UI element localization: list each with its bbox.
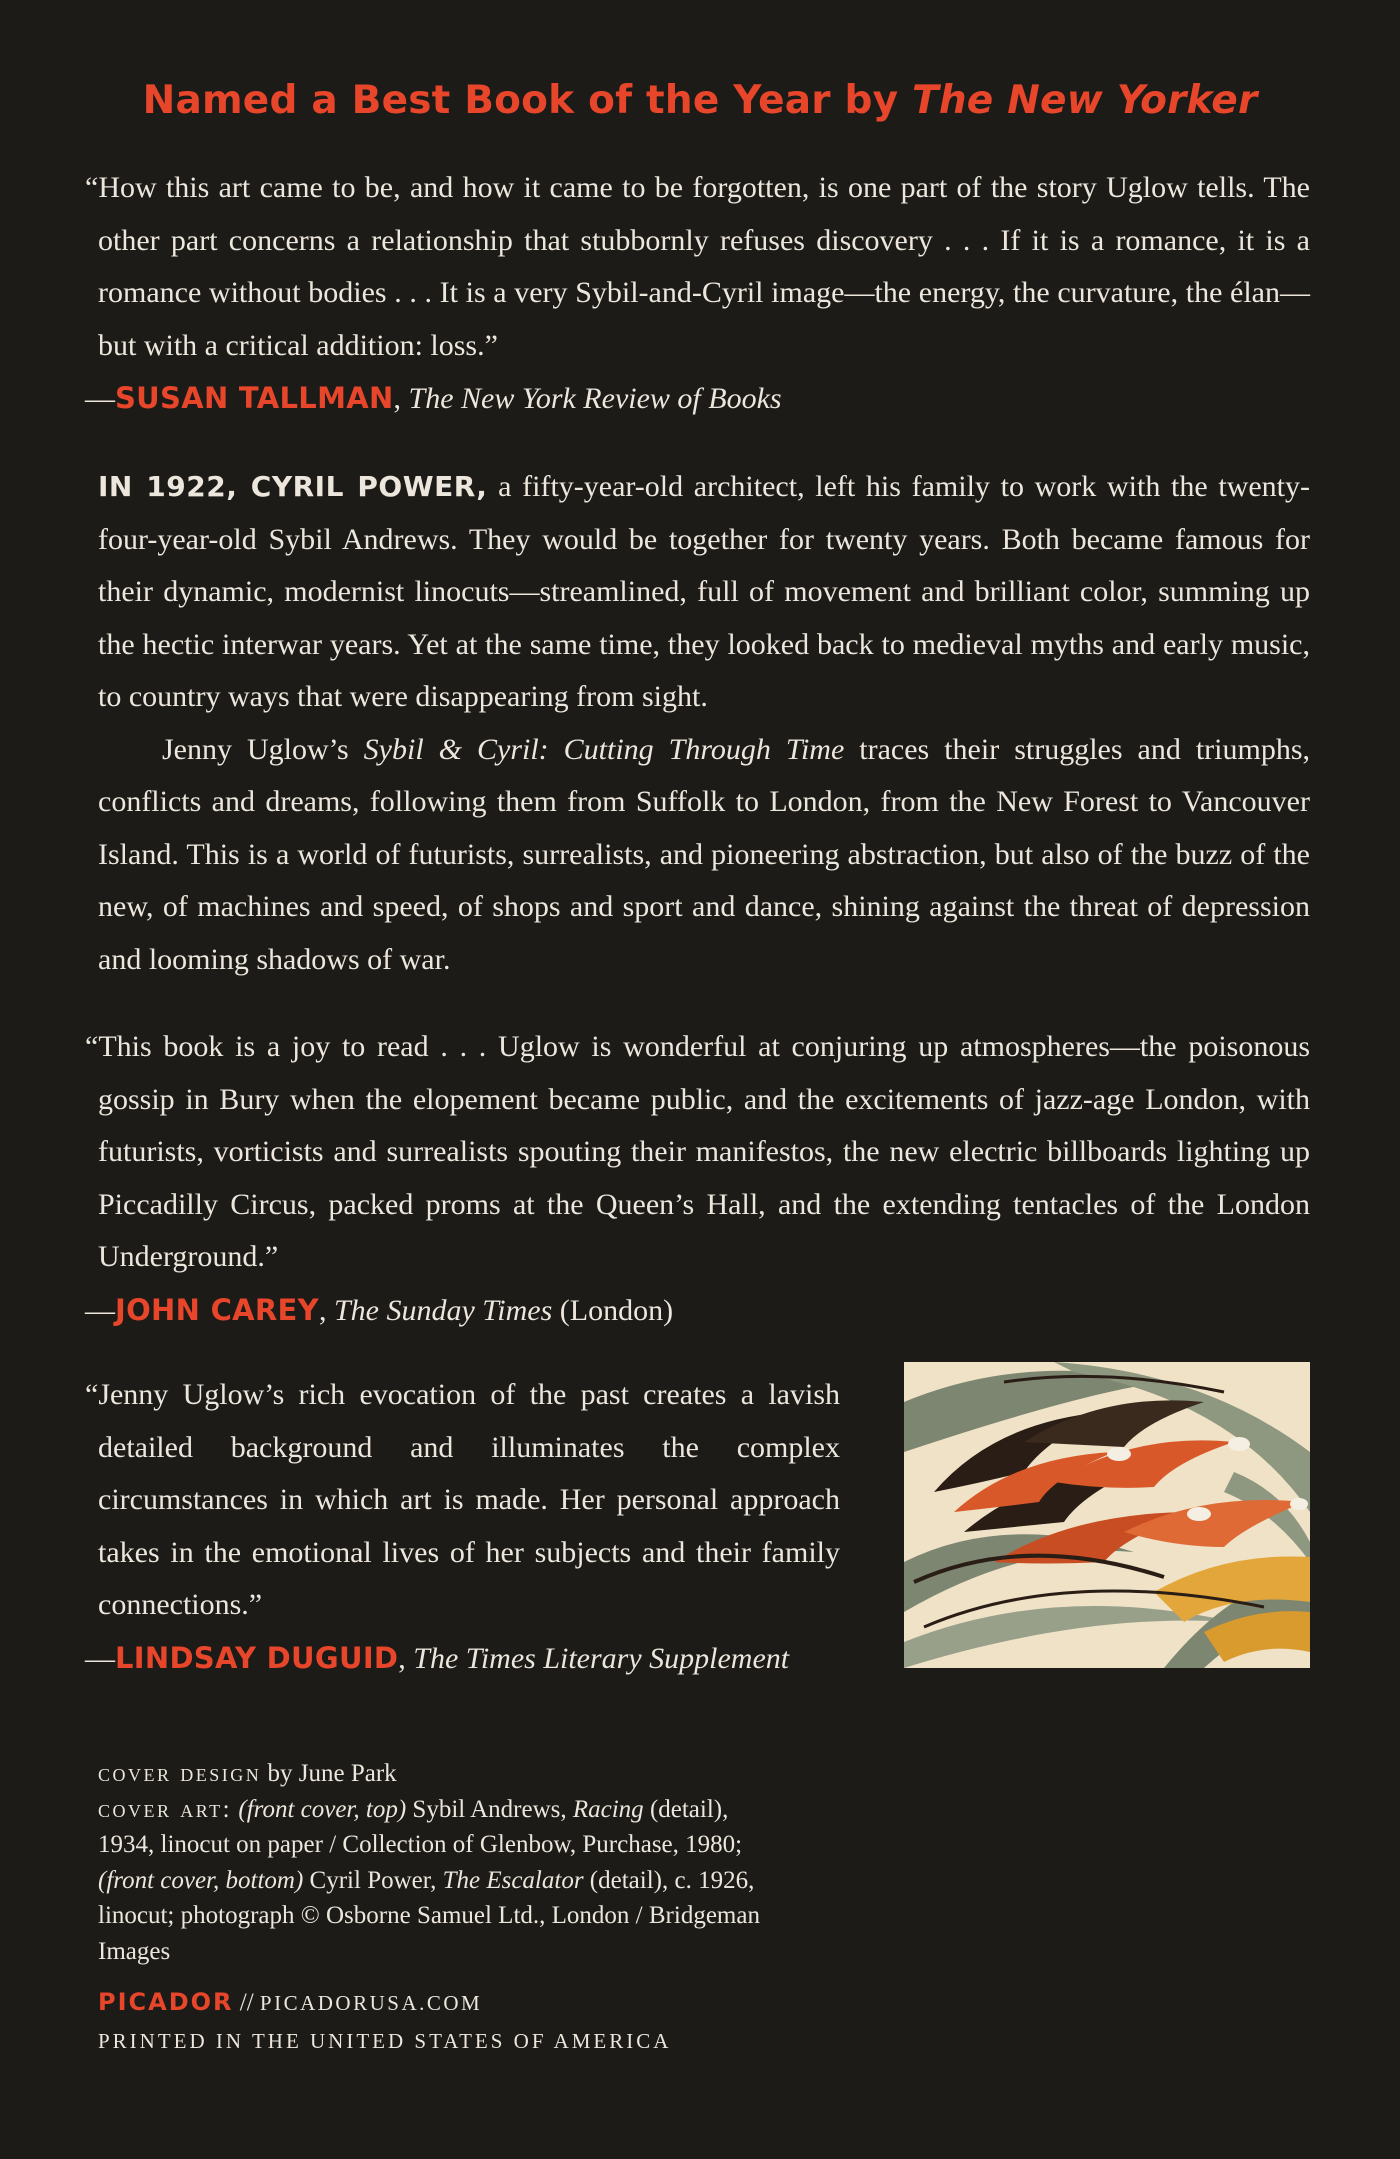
quote-publication: The New York Review of Books <box>408 382 782 415</box>
description-p2-text: traces their struggles and triumphs, conflicts and dreams, following them from Suffolk to London, from the New Forest to Vancouver Island. This is a world of futurists, surrealists, and pioneering abstraction, but also of the buzz of the new, of machines and speed, of shops and sport and dance, shining against the threat of depression and looming shadows of war. <box>98 732 1310 976</box>
description-p2-pre: Jenny Uglow’s <box>162 732 364 766</box>
publisher-line <box>98 1985 778 2022</box>
quote-text: “This book is a joy to read . . . Uglow is wonderful at conjuring up atmospheres—the poisonous gossip in Bury when the elopement became public, and the excitements of jazz-age London, with futurists, vorticists and surrealists spouting their manifestos, the new electric billboards lighting up Piccadilly Circus, packed proms at the Queen’s Hall, and the extending tentacles of the London Underground.” <box>85 1030 1310 1273</box>
quote-author: SUSAN TALLMAN <box>115 381 394 415</box>
cover-credits <box>98 1756 778 2059</box>
cover-art-artist-1: Sybil Andrews, <box>406 1795 573 1823</box>
headline-publication: The New Yorker <box>912 78 1258 123</box>
attribution-dash: — <box>85 382 115 415</box>
quote-attribution <box>85 372 1310 426</box>
headline <box>0 78 1400 123</box>
publisher-url: PICADORUSA.COM <box>259 1991 483 2015</box>
quote-text: “How this art came to be, and how it came to be forgotten, is one part of the story Uglow tells. The other part concerns a relationship that stubbornly refuses discovery . . . If it is a romance, it is a romance without bodies . . . It is a very Sybil-and-Cyril image—the energy, the curvature, the élan—but with a critical addition: loss.” <box>85 171 1310 362</box>
publisher-separator: // <box>233 1989 260 2016</box>
quote-text: “Jenny Uglow’s rich evocation of the past creates a lavish detailed background and illuminates the complex circumstances in which art is made. Her personal approach takes in the emotional lives of her subjects and their family connections.” <box>85 1378 840 1621</box>
quote-tallman <box>85 162 1310 426</box>
book-title: Sybil & Cyril: Cutting Through Time <box>363 732 845 766</box>
linocut-racing-artwork <box>904 1362 1310 1668</box>
quote-publication: The Times Literary Supplement <box>413 1641 790 1675</box>
quote-duguid <box>85 1369 840 1685</box>
quote-attribution <box>85 1632 840 1686</box>
attribution-separator: , <box>318 1293 334 1327</box>
quote-publication-suffix: (London) <box>552 1293 674 1327</box>
publisher-logo: PICADOR <box>98 1988 234 2016</box>
cover-design-text: by June Park <box>261 1760 397 1787</box>
headline-text: Named a Best Book of the Year by <box>142 78 913 123</box>
cover-art-detail-2: (detail), c. 1926, linocut; photograph © Osborne Samuel Ltd., London / Bridgeman Images <box>98 1866 760 1965</box>
quote-author: JOHN CAREY <box>115 1292 319 1327</box>
cover-art-front-top: (front cover, top) <box>232 1795 407 1823</box>
quote-publication: The Sunday Times <box>333 1293 553 1327</box>
attribution-separator: , <box>398 1641 414 1675</box>
cover-art-artist-2: Cyril Power, <box>303 1866 443 1894</box>
quote-carey <box>85 1021 1310 1337</box>
cover-art-front-bottom: (front cover, bottom) <box>98 1866 304 1894</box>
linocut-artwork-svg <box>904 1362 1310 1668</box>
cover-art-title-1: Racing <box>572 1795 644 1823</box>
quote-attribution <box>85 1284 1310 1338</box>
attribution-separator: , <box>393 382 409 415</box>
book-description <box>98 461 1310 986</box>
printed-notice: PRINTED IN THE UNITED STATES OF AMERICA <box>98 2028 672 2053</box>
cover-art-label: cover art: <box>98 1795 233 1823</box>
description-paragraph-2 <box>98 724 1310 987</box>
cover-art-credit <box>98 1792 778 1970</box>
cover-design-credit <box>98 1756 778 1792</box>
attribution-dash: — <box>85 1293 115 1327</box>
description-p1-text: a fifty-year-old architect, left his family to work with the twenty-four-year-old Sybil Andrews. They would be together for twenty years. Both became famous for their dynamic, modernist linocuts—streamlined, full of movement and brilliant color, summing up the hectic interwar years. Yet at the same time, they looked back to medieval myths and early music, to country ways that were disappearing from sight. <box>98 470 1310 713</box>
cover-design-label: cover design <box>98 1760 262 1787</box>
description-paragraph-1 <box>98 461 1310 724</box>
attribution-dash: — <box>85 1641 115 1675</box>
cover-art-title-2: The Escalator <box>442 1866 584 1894</box>
quote-author: LINDSAY DUGUID <box>115 1640 399 1675</box>
description-lead: IN 1922, CYRIL POWER, <box>98 470 488 503</box>
cover-art-detail-1: (detail), 1934, linocut on paper / Collection of Glenbow, Purchase, 1980; <box>98 1795 743 1858</box>
